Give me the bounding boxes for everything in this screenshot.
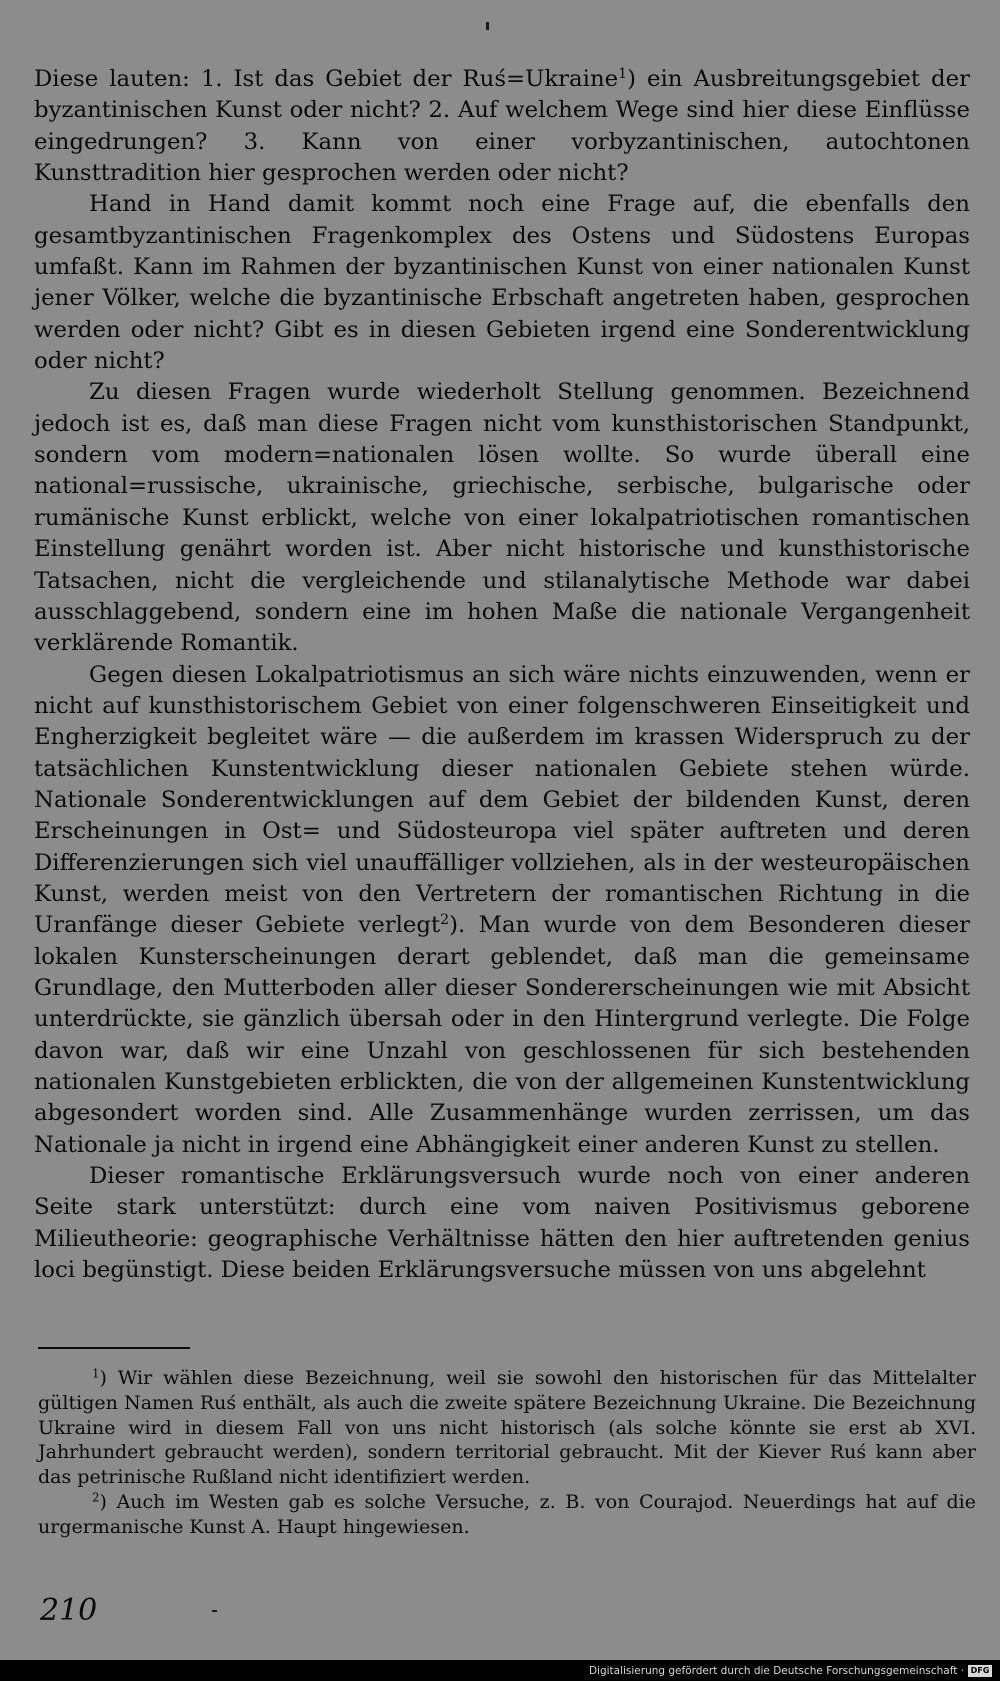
footnote-1 bbox=[38, 1366, 976, 1490]
dfg-logo: DFG bbox=[968, 1665, 992, 1677]
paragraph-1 bbox=[34, 64, 970, 189]
paragraph-3: Zu diesen Fragen wurde wiederholt Stellung genommen. Bezeichnend jedoch ist es, daß man diese Fragen nicht vom kunsthistorischen Standpunkt, sondern vom modern=nationalen lösen wollte. So wurde überall eine national=russische, ukrainische, griechische, serbische, bulgarische oder rumänische Kunst erblickt, welche von einer lokalpatriotischen romantischen Einstellung genährt worden ist. Aber nicht historische und kunsthistorische Tatsachen, nicht die vergleichende und stilanalytische Methode war dabei ausschlaggebend, sondern eine im hohen Maße die nationale Vergangenheit verklärende Romantik. bbox=[34, 379, 970, 657]
paragraph-1-text-b: ) ein Ausbreitungsgebiet der byzantinischen Kunst oder nicht? 2. Auf welchem Wege sind hier diese Einflüsse eingedrungen? 3. Kann von einer vorbyzantinischen, autochtonen Kunsttradition hier gesprochen werden oder nicht? bbox=[34, 66, 970, 187]
digitization-credit: Digitalisierung gefördert durch die Deutsche Forschungsgemeinschaft · bbox=[588, 1665, 964, 1677]
scan-speck-bottom bbox=[212, 1610, 217, 1612]
footnotes bbox=[38, 1366, 976, 1540]
footnote-2 bbox=[38, 1490, 976, 1540]
footnote-2-text: ) Auch im Westen gab es solche Versuche, z. B. von Courajod. Neuerdings hat auf die urgermanische Kunst A. Haupt hingewiesen. bbox=[38, 1490, 976, 1538]
paragraph-4 bbox=[34, 660, 970, 1162]
paragraph-4-text-a: Gegen diesen Lokalpatriotismus an sich wäre nichts einzuwenden, wenn er nicht auf kunsthistorischem Gebiet von einer folgenschweren Einseitigkeit und Engherzigkeit begleitet wäre — die außerdem im krassen Widerspruch zu der tatsächlichen Kunstentwicklung dieser nationalen Gebiete stehen würde. Nationale Sonderentwicklungen auf dem Gebiet der bildenden Kunst, deren Erscheinungen in Ost= und Südosteuropa viel später auftreten und deren Differenzierungen sich viel unauffälliger vollziehen, als in der westeuropäischen Kunst, werden meist von den Vertretern der romantischen Richtung in die Uranfänge dieser Gebiete verlegt bbox=[34, 661, 970, 939]
paragraph-1-text-a: Diese lauten: 1. Ist das Gebiet der Ruś=Ukraine bbox=[34, 66, 619, 92]
main-text bbox=[34, 64, 970, 1286]
paragraph-2: Hand in Hand damit kommt noch eine Frage auf, die ebenfalls den gesamtbyzantinischen Fragenkomplex des Ostens und Südostens Europas umfaßt. Kann im Rahmen der byzantinischen Kunst von einer nationalen Kunst jener Völker, welche die byzantinische Erbschaft angetreten haben, gesprochen werden oder nicht? Gibt es in diesen Gebieten irgend eine Sonderentwicklung oder nicht? bbox=[34, 191, 970, 375]
paragraph-4-text-b: ). Man wurde von dem Besonderen dieser lokalen Kunsterscheinungen derart geblendet, daß man die gemeinsame Grundlage, den Mutterboden aller dieser Sondererscheinungen wie mit Absicht unterdrückte, sie gänzlich übersah oder in den Hintergrund verlegte. Die Folge davon war, daß wir eine Unzahl von geschlossenen für sich bestehenden nationalen Kunstgebieten erblickten, die von der allgemeinen Kunstentwicklung abgesondert worden sind. Alle Zusammenhänge wurden zerrissen, um das Nationale ja nicht in irgend eine Abhängigkeit einer anderen Kunst zu stellen. bbox=[34, 912, 970, 1158]
footnote-ref-1: 1 bbox=[618, 66, 628, 83]
footnote-ref-2: 2 bbox=[440, 912, 450, 929]
paragraph-5: Dieser romantische Erklärungsversuch wurde noch von einer anderen Seite stark unterstützt: durch eine vom naiven Positivismus geborene Milieutheorie: geographische Verhältnisse hätten den hier auftretenden genius loci begünstigt. Diese beiden Erklärungsversuche müssen von uns abgelehnt bbox=[34, 1163, 970, 1284]
footnote-divider bbox=[38, 1347, 190, 1349]
footnote-2-mark: 2 bbox=[92, 1490, 100, 1505]
footnote-1-mark: 1 bbox=[92, 1366, 100, 1381]
page-number: 210 bbox=[40, 1593, 98, 1628]
footnote-1-text: ) Wir wählen diese Bezeichnung, weil sie sowohl den historischen für das Mittelalter gültigen Namen Ruś enthält, als auch die zweite spätere Bezeichnung Ukraine. Die Bezeichnung Ukraine wird in diesem Fall von uns nicht historisch (als solche könnte sie erst ab XVI. Jahrhundert gebraucht werden), sondern territorial gebraucht. Mit der Kiever Ruś kann aber das petrinische Rußland nicht identifiziert werden. bbox=[38, 1367, 976, 1489]
scan-speck bbox=[486, 22, 489, 30]
